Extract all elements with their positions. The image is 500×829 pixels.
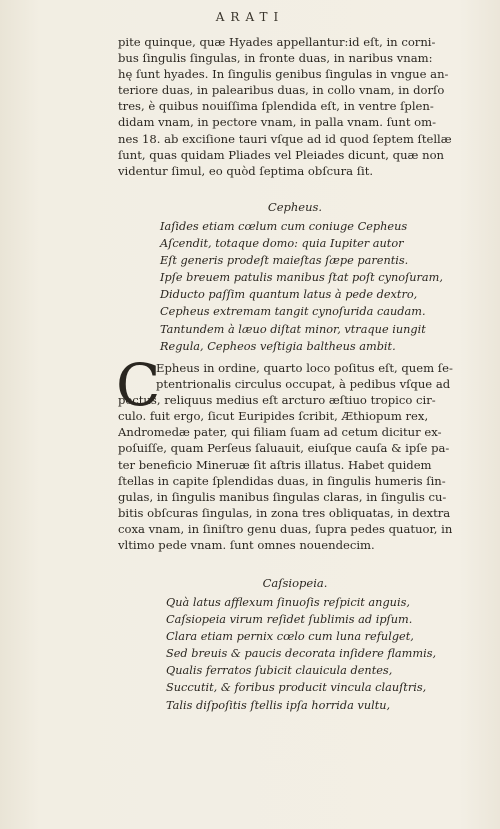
verse-title-cepheus: Cepheus. bbox=[267, 200, 323, 214]
text-line: culo. fuit ergo, ſicut Euripides ſcribit, Æthiopum rex, bbox=[118, 409, 429, 424]
text-line: ſunt, quas quidam Pliades vel Pleiades dicunt, quæ non bbox=[118, 147, 445, 162]
verse-cepheus bbox=[160, 218, 480, 355]
text-line: ptentrionalis circulus occupat, à pedibus vſque ad bbox=[156, 377, 451, 392]
text-line: gulas, in ſingulis manibus ſingulas claras, in ſingulis cu- bbox=[118, 489, 447, 504]
drop-cap: C bbox=[116, 351, 161, 419]
verse-title-cassiopeia: Caſsiopeia. bbox=[262, 576, 328, 590]
text-line: teriore duas, in palearibus duas, in collo vnam, in dorſo bbox=[118, 83, 445, 98]
text-line: pite quinque, quæ Hyades appellantur:id eſt, in corni- bbox=[118, 35, 436, 49]
text-line: bus ſingulis ſingulas, in fronte duas, in naribus vnam: bbox=[118, 51, 433, 66]
paragraph-hyades bbox=[118, 34, 478, 179]
text-line: videntur ſimul, eo quòd ſeptima obſcura ſit. bbox=[118, 163, 374, 178]
verse-line: Iaſides etiam cœlum cum coniuge Cepheus bbox=[160, 220, 408, 233]
verse-line: Sed breuis & paucis decorata inſidere flammis, bbox=[166, 647, 437, 661]
verse-line: Eſt generis prodeſt maieſtas ſæpe parentis. bbox=[160, 254, 409, 268]
text-line: poſuiſſe, quam Perſeus ſaluauit, eiuſque cauſa & ipſe pa- bbox=[118, 441, 450, 456]
paragraph-cepheus bbox=[118, 360, 478, 553]
text-line: ter beneficio Mineruæ ſit aſtris illatus. Habet quidem bbox=[118, 457, 432, 472]
text-line: ſtellas in capite ſplendidas duas, in ſingulis humeris ſin- bbox=[118, 473, 446, 488]
verse-line: Caſsiopeia virum reſidet ſublimis ad ipſum. bbox=[166, 613, 413, 627]
text-line: Andromedæ pater, qui filiam ſuam ad cetum dicitur ex- bbox=[118, 425, 442, 440]
verse-line: Aſcendit, totaque domo: quia Iupiter autor bbox=[160, 237, 404, 251]
text-line: pectus, reliquus medius eſt arcturo æſtiuo tropico cir- bbox=[118, 393, 436, 408]
verse-line: Cepheus extremam tangit cynoſurida caudam. bbox=[160, 305, 426, 319]
text-line: didam vnam, in pectore vnam, in palla vnam. ſunt om- bbox=[118, 115, 437, 130]
verse-line: Diducto paſſim quantum latus à pede dextro, bbox=[160, 288, 418, 302]
text-line: tres, è quibus nouiſſima ſplendida eſt, in ventre ſplen- bbox=[118, 99, 434, 114]
verse-line: Tantundem à læuo diſtat minor, vtraque iungit bbox=[160, 322, 426, 336]
text-line: Epheus in ordine, quarto loco poſitus eſt, quem ſe- bbox=[156, 361, 453, 375]
verse-line: Ipſe breuem patulis manibus ſtat poſt cynoſuram, bbox=[160, 271, 443, 285]
verse-line: Clara etiam pernix cœlo cum luna refulget, bbox=[166, 630, 414, 644]
text-line: vltimo pede vnam. ſunt omnes nouendecim. bbox=[118, 538, 375, 553]
verse-line: Succutit, & foribus producit vincula clauſtris, bbox=[166, 681, 427, 695]
verse-line: Regula, Cepheos veſtigia baltheus ambit. bbox=[160, 339, 396, 353]
verse-line: Qualis ferratos ſubicit clauicula dentes, bbox=[166, 664, 393, 678]
verse-line: Quà latus afflexum ſinuoſis reſpicit anguis, bbox=[166, 596, 410, 609]
text-line: hę ſunt hyades. In ſingulis genibus ſingulas in vngue an- bbox=[118, 67, 449, 82]
verse-cassiopeia bbox=[166, 594, 486, 714]
text-line: bitis obſcuras ſingulas, in zona tres obliquatas, in dextra bbox=[118, 505, 451, 520]
text-line: nes 18. ab exciſione tauri vſque ad id quod ſeptem ſtellæ bbox=[118, 131, 452, 146]
verse-line: Talis diſpoſitis ſtellis ipſa horrida vultu, bbox=[166, 698, 391, 712]
running-head: ARATI bbox=[215, 10, 285, 24]
text-line: coxa vnam, in ſiniſtro genu duas, ſupra pedes quatuor, in bbox=[118, 521, 453, 536]
